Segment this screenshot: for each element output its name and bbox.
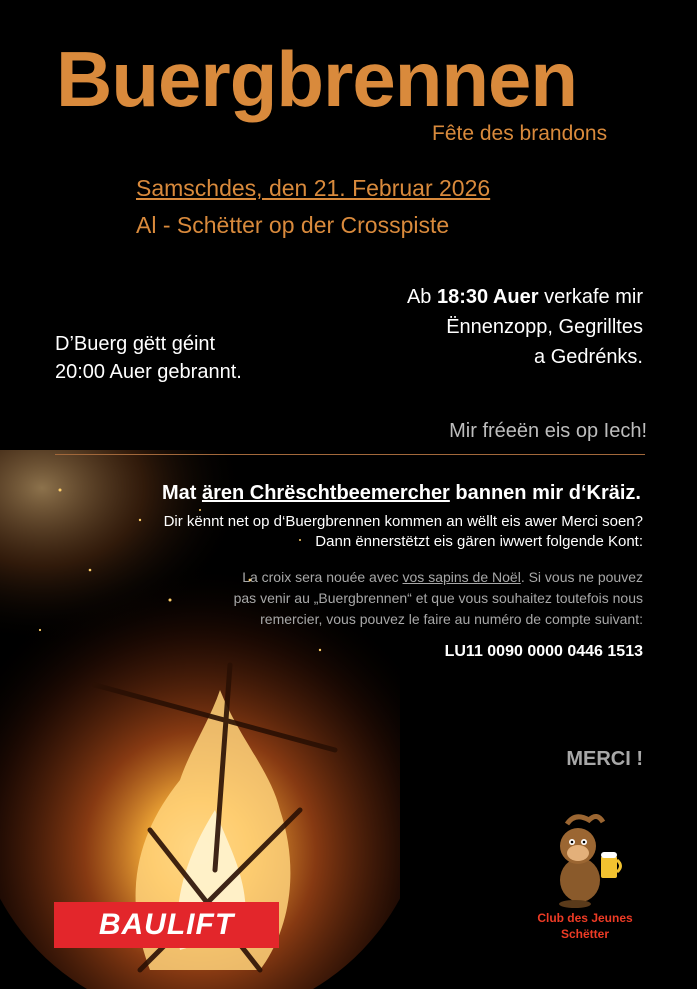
fr1-underlined: vos sapins de Noël [402,569,521,585]
burn-line2: 20:00 Auer gebrannt. [55,361,242,383]
page-subtitle: Fête des brandons [432,122,608,145]
club-name-line1: Club des Jeunes [537,911,633,925]
tree-headline [162,482,641,505]
page-title: Buergbrennen [56,35,578,123]
fr1-a: La croix sera nouée avec [242,569,403,585]
sale-prefix: Ab [406,286,437,308]
event-date: Samschdes, den 21. Februar 2026 [136,175,491,201]
club-name [520,910,650,942]
fr1-b: . Si vous ne pouvez [520,569,643,585]
club-name-line2: Schëtter [560,927,610,941]
sale-line2: Ënnenzopp, Gegrilltes [446,316,643,338]
donation-text-fr-3: remercier, vous pouvez le faire au numéro de compte suivant: [260,611,643,627]
thanks-text: MERCI ! [566,748,643,770]
donation-text-lb-1: Dir kënnt net op d‘Buergbrennen kommen an wëllt eis awer Merci soen? [163,513,643,530]
tree-headline-underlined: ären Chrëschtbeemercher [201,482,450,504]
donation-text-fr-2: pas venir au „Buergbrennen“ et que vous souhaitez toutefois nous [233,590,643,606]
sponsor-logo [54,902,279,948]
iban-number: LU11 0090 0000 0446 1513 [444,643,643,660]
sponsor-name: BAULIFT [98,908,235,941]
burn-line1: D’Buerg gëtt géint [55,333,216,355]
donation-text-fr-1 [242,569,643,585]
food-sale-info [407,282,643,372]
welcome-text: Mir fréeën eis op Iech! [449,420,647,442]
event-location: Al - Schëtter op der Crosspiste [136,212,450,238]
club-mascot-icon [545,808,625,908]
tree-headline-b: bannen mir d‘Kräiz. [449,482,641,504]
tree-headline-a: Mat [161,482,202,504]
divider [55,454,645,455]
sale-time: 18:30 Auer [436,286,539,308]
donation-text-lb-2: Dann ënnerstëtzt eis gären iwwert folgende Kont: [315,533,643,550]
burn-time-info [55,330,242,386]
sale-line3: a Gedrénks. [534,346,643,368]
sale-suffix: verkafe mir [538,286,643,308]
